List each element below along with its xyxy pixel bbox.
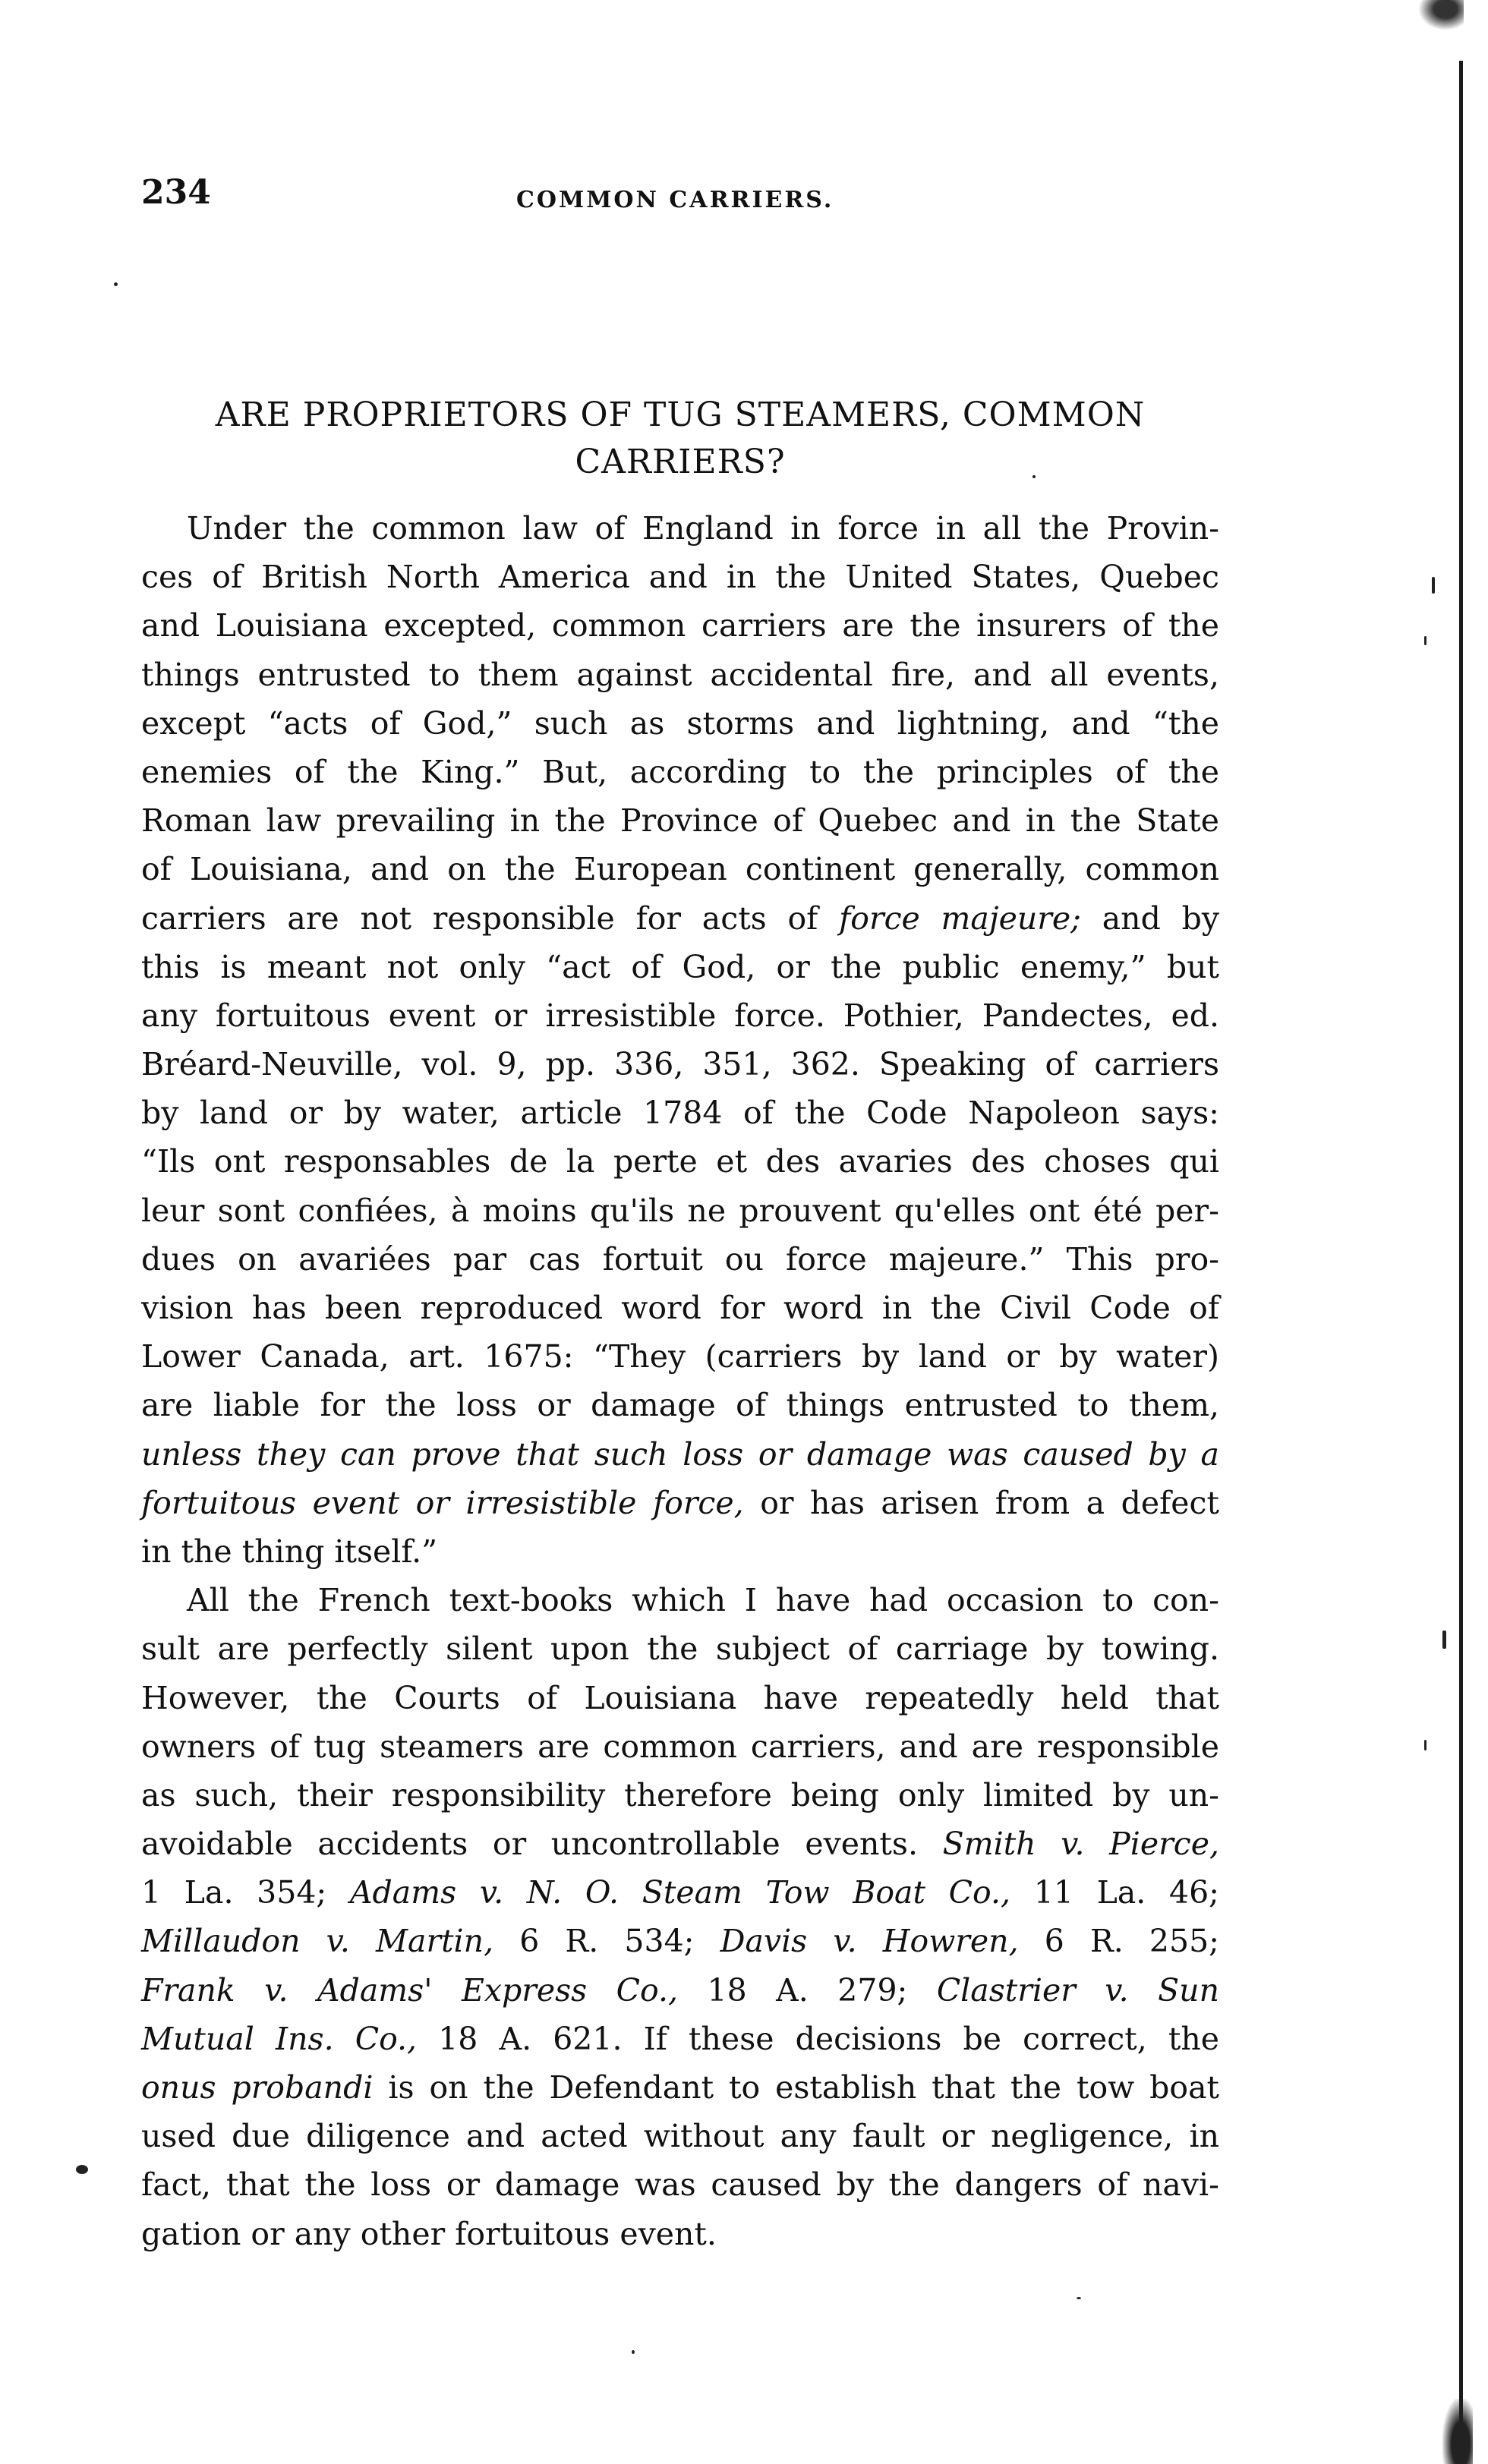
text-line [141,2015,1219,2063]
text-line [141,748,1219,796]
article-title-line-1: ARE PROPRIETORS OF TUG STEAMERS, COMMON [215,395,1146,434]
text-run: leur sont confiées, à moins qu'ils ne prouvent qu'elles ont été per- [141,1192,1219,1229]
text-run: are liable for the loss or damage of things entrusted to them, [141,1387,1219,1424]
text-run: and Louisiana excepted, common carriers are the insurers of the [141,607,1219,644]
print-speck [1424,1740,1427,1750]
text-run: 6 R. 255; [1018,1923,1219,1960]
italic-text-run: Mutual Ins. Co., [141,2020,418,2057]
text-run: Lower Canada, art. 1675: “They (carriers by land or by water) [141,1338,1219,1375]
text-line [141,2160,1219,2209]
text-line [141,553,1219,601]
text-line [141,1089,1219,1137]
text-line [141,1624,1219,1673]
text-run: 18 A. 621. If these decisions be correct, the [417,2020,1219,2057]
text-line [141,699,1219,748]
text-run: Roman law prevailing in the Province of Quebec and in the State [141,802,1219,840]
text-run: and by [1080,900,1219,937]
text-line [141,1576,1219,1624]
text-line [141,1527,1219,1576]
text-run: except “acts of God,” such as storms and lightning, and “the [141,704,1219,742]
text-line [141,1771,1219,1820]
text-line [141,2063,1219,2112]
text-run: Bréard-Neuville, vol. 9, pp. 336, 351, 362. Speaking of carriers [141,1046,1219,1083]
text-run: “Ils ont responsables de la perte et des avaries des choses qui [141,1143,1219,1180]
text-run: avoidable accidents or uncontrollable events. [141,1826,943,1863]
text-line [141,1868,1219,1917]
text-line [141,2112,1219,2160]
binding-shadow-top [1418,0,1464,30]
italic-text-run: Adams v. N. O. Steam Tow Boat Co., [349,1874,1011,1911]
text-line [141,1820,1219,1868]
italic-text-run: unless they can prove that such loss or damage was caused by a [141,1435,1219,1473]
text-run: things entrusted to them against accidental fire, and all events, [141,656,1219,693]
text-run: owners of tug steamers are common carriers, and are responsible [141,1728,1219,1765]
text-line [141,894,1219,943]
text-line [141,1186,1219,1235]
text-run: sult are perfectly silent upon the subject of carriage by towing. [141,1631,1219,1668]
italic-text-run: onus probandi [141,2069,374,2106]
italic-text-run: Frank v. Adams' Express Co., [141,1971,679,2009]
text-line [141,1040,1219,1089]
italic-text-run: fortuitous event or irresistible force, [141,1484,744,1521]
text-line [141,1332,1219,1381]
italic-text-run: force majeure; [839,900,1081,937]
text-line [141,796,1219,845]
text-line [141,1674,1219,1722]
text-run: is on the Defendant to establish that the tow boat [373,2069,1219,2106]
article-title [141,392,1219,486]
text-line [141,1137,1219,1186]
text-run: by land or by water, article 1784 of the Code Napoleon says: [141,1095,1219,1132]
print-speck [1424,636,1427,645]
article-body [141,504,1219,2258]
running-head: COMMON CARRIERS. [516,187,834,213]
text-line [141,651,1219,699]
print-speck [1077,2297,1081,2299]
italic-text-run: Millaudon v. Martin, [141,1923,494,1960]
print-speck [1032,475,1036,478]
text-run: 11 La. 46; [1010,1874,1219,1911]
text-run: or has arisen from a defect [743,1484,1219,1521]
text-run: 6 R. 534; [493,1923,720,1960]
text-line [141,504,1219,553]
italic-text-run: Smith v. Pierce, [942,1826,1219,1863]
text-line [141,943,1219,991]
text-run: as such, their responsibility therefore being only limited by un- [141,1776,1219,1813]
print-speck [76,2165,88,2174]
article-title-line-2: CARRIERS? [575,443,786,481]
text-line [141,2210,1219,2258]
text-run: dues on avariées par cas fortuit ou force majeure.” This pro- [141,1240,1219,1278]
paragraph-2 [141,1576,1219,2258]
text-line [141,601,1219,650]
text-line [141,1284,1219,1332]
text-run: ces of British North America and in the United States, Quebec [141,559,1219,596]
text-line [141,1479,1219,1527]
text-run: this is meant not only “act of God, or the public enemy,” but [141,948,1219,985]
italic-text-run: Davis v. Howren, [720,1923,1019,1960]
text-run: Under the common law of England in force in all the Provin- [187,510,1219,547]
text-line [141,1722,1219,1771]
text-run: of Louisiana, and on the European continent generally, common [141,851,1219,888]
print-speck [1432,577,1435,594]
text-run: carriers are not responsible for acts of [141,900,840,937]
text-run: in the thing itself.” [141,1533,438,1570]
italic-text-run: Clastrier v. Sun [936,1971,1219,2009]
print-speck [114,282,118,286]
text-run: All the French text-books which I have had occasion to con- [187,1582,1219,1619]
text-line [141,1917,1219,1965]
text-run: used due diligence and acted without any fault or negligence, in [141,2118,1219,2155]
text-run: gation or any other fortuitous event. [141,2215,717,2252]
text-line [141,1381,1219,1429]
text-run: However, the Courts of Louisiana have repeatedly held that [141,1679,1219,1716]
binding-shadow-bottom [1442,2399,1473,2464]
text-run: enemies of the King.” But, according to the principles of the [141,753,1219,790]
print-speck [632,2350,635,2354]
page-number: 234 [141,173,211,212]
text-run: fact, that the loss or damage was caused by the dangers of navi- [141,2166,1219,2204]
text-line [141,845,1219,893]
text-line [141,991,1219,1040]
text-run: any fortuitous event or irresistible force. Pothier, Pandectes, ed. [141,997,1219,1034]
text-run: 18 A. 279; [678,1971,937,2009]
text-line [141,1430,1219,1479]
paragraph-1 [141,504,1219,1576]
page-edge-rule [1459,61,1463,2444]
text-line [141,1966,1219,2015]
text-line [141,1235,1219,1284]
text-run: 1 La. 354; [141,1874,350,1911]
print-speck [1442,1631,1446,1649]
text-run: vision has been reproduced word for word in the Civil Code of [141,1290,1219,1326]
